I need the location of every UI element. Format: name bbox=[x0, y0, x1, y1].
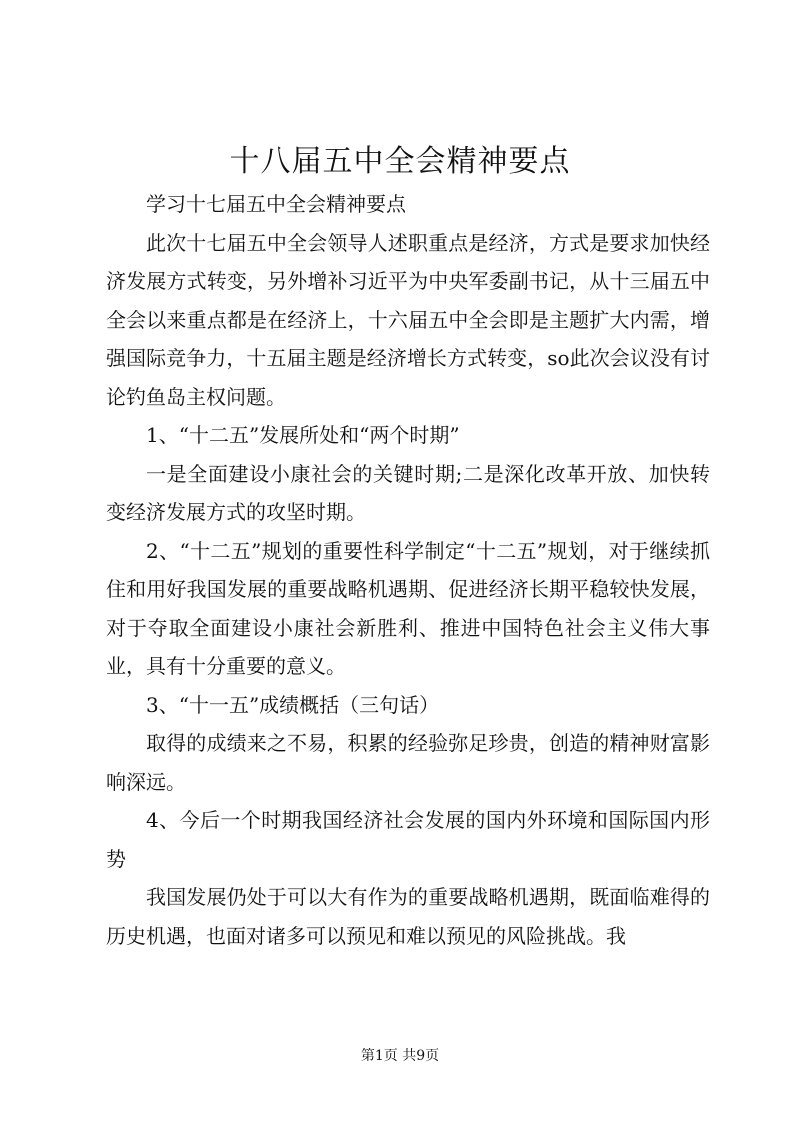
paragraph-heading-4: 4、今后一个时期我国经济社会发展的国内外环境和国际国内形势 bbox=[106, 808, 710, 871]
paragraph-subtitle: 学习十七届五中全会精神要点 bbox=[146, 192, 406, 216]
page-title: 十八届五中全会精神要点 bbox=[229, 144, 571, 179]
paragraph-body-4: 我国发展仍处于可以大有作为的重要战略机遇期，既面临难得的历史机遇，也面对诸多可以预见和难以预见的风险挑战。我 bbox=[106, 885, 710, 948]
document-body bbox=[106, 185, 710, 955]
page-footer: 第1页 共9页 bbox=[360, 1048, 440, 1064]
paragraph-heading-2: 2、“十二五”规划的重要性科学制定“十二五”规划，对于继续抓住和用好我国发展的重要战略机遇期、促进经济长期平稳较快发展，对于夺取全面建设小康社会新胜利、推进中国特色社会主义伟大事业，具有十分重要的意义。 bbox=[106, 538, 710, 678]
paragraph-body-3: 取得的成绩来之不易，积累的经验弥足珍贵，创造的精神财富影响深远。 bbox=[106, 731, 710, 794]
paragraph-intro: 此次十七届五中全会领导人述职重点是经济，方式是要求加快经济发展方式转变，另外增补习近平为中央军委副书记，从十三届五中全会以来重点都是在经济上，十六届五中全会即是主题扩大内需，增强国际竞争力，十五届主题是经济增长方式转变，so此次会议没有讨论钓鱼岛主权问题。 bbox=[106, 230, 710, 409]
paragraph-body-1: 一是全面建设小康社会的关键时期;二是深化改革开放、加快转变经济发展方式的攻坚时期。 bbox=[106, 461, 710, 524]
paragraph-heading-3: 3、“十一五”成绩概括（三句话） bbox=[146, 692, 440, 717]
paragraph-heading-1: 1、“十二五”发展所处和“两个时期” bbox=[146, 423, 460, 447]
